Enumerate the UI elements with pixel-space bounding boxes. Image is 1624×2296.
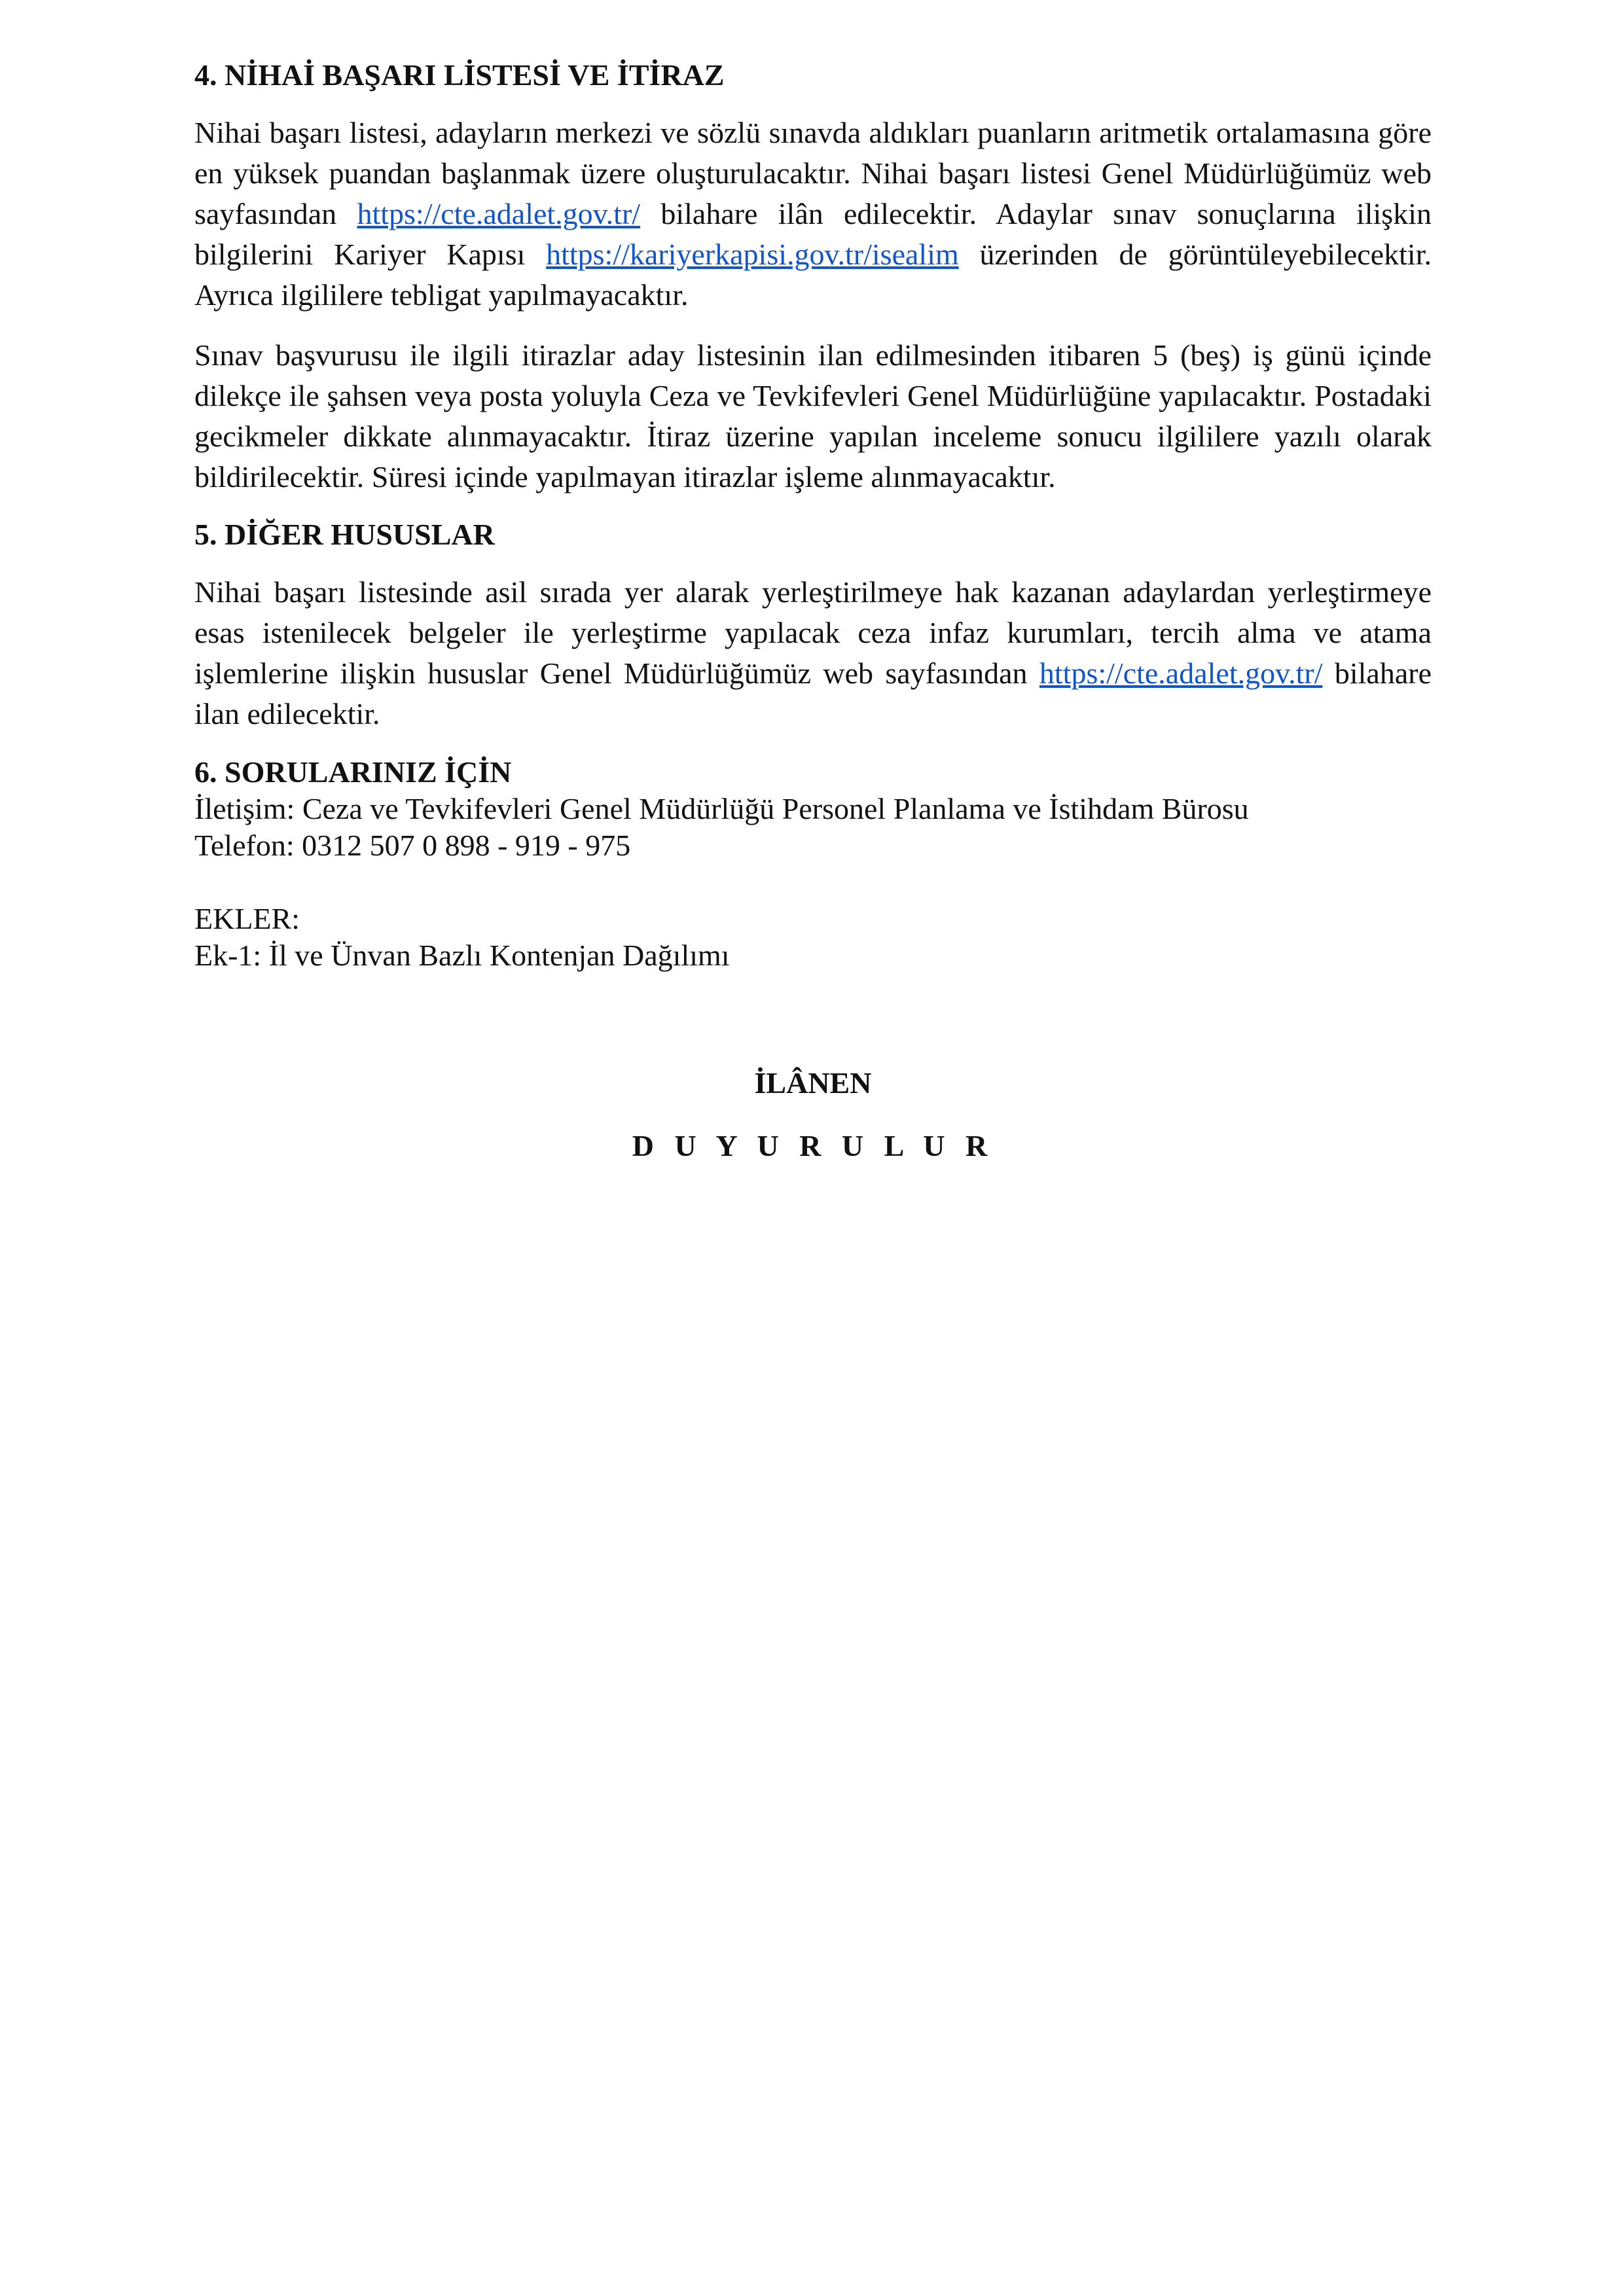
section-4-p1-text-3: üzerinden de görüntüleyebilecektir. Ayrıca ilgililere tebligat yapılmayacaktır. [194, 238, 1432, 312]
section-4-p1-text-1: Nihai başarı listesi, adayların merkezi ve sözlü sınavda aldıkları puanların aritmetik ortalamasına göre en yüksek puandan başlanmak üzere oluşturulacaktır. Nihai başarı listesi Genel Müdürlüğümüz web sayfasından [194, 116, 1432, 230]
section-4-p1-text-2: bilahare ilân edilecektir. Adaylar sınav sonuçlarına ilişkin bilgilerini Kariyer Kapısı [194, 197, 1432, 271]
attachment-item-1: Ek-1: İl ve Ünvan Bazlı Kontenjan Dağılımı [194, 939, 730, 972]
section-5-paragraph-1 [194, 572, 1432, 734]
contact-line: İletişim: Ceza ve Tevkifevleri Genel Müdürlüğü Personel Planlama ve İstihdam Bürosu [194, 792, 1249, 825]
section-5-p1-text-2: bilahare ilan edilecektir. [194, 656, 1432, 730]
closing-duyurulur: D U Y U R U L U R [632, 1129, 994, 1162]
section-6-heading: 6. SORULARINIZ İÇİN [194, 755, 512, 789]
kariyer-kapisi-link[interactable]: https://kariyerkapisi.gov.tr/isealim [546, 238, 959, 271]
document-page [194, 55, 1432, 1166]
section-5-p1-text-1: Nihai başarı listesinde asil sırada yer alarak yerleştirilmeye hak kazanan adaylardan yerleştirmeye esas istenilecek belgeler ile yerleştirme yapılacak ceza infaz kurumları, tercih alma ve atama işlemlerine ilişkin hususlar Genel Müdürlüğümüz web sayfasından [194, 575, 1432, 690]
phone-line: Telefon: 0312 507 0 898 - 919 - 975 [194, 829, 631, 862]
section-4-paragraph-2: Sınav başvurusu ile ilgili itirazlar aday listesinin ilan edilmesinden itibaren 5 (beş) iş günü içinde dilekçe ile şahsen veya posta yoluyla Ceza ve Tevkifevleri Genel Müdürlüğüne yapılacaktır. Postadaki gecikmeler dikkate alınmayacaktır. İtiraz üzerine yapılan inceleme sonucu ilgililere yazılı olarak bildirilecektir. Süresi içinde yapılmayan itirazlar işleme alınmayacaktır. [194, 338, 1432, 493]
closing-ilanen: İLÂNEN [754, 1066, 872, 1100]
section-4-heading: 4. NİHAİ BAŞARI LİSTESİ VE İTİRAZ [194, 58, 725, 92]
cte-website-link[interactable]: https://cte.adalet.gov.tr/ [357, 197, 641, 230]
attachments-label: EKLER: [194, 902, 300, 935]
section-4-paragraph-1 [194, 113, 1432, 315]
cte-website-link-2[interactable]: https://cte.adalet.gov.tr/ [1039, 656, 1323, 690]
section-5-heading: 5. DİĞER HUSUSLAR [194, 518, 495, 551]
